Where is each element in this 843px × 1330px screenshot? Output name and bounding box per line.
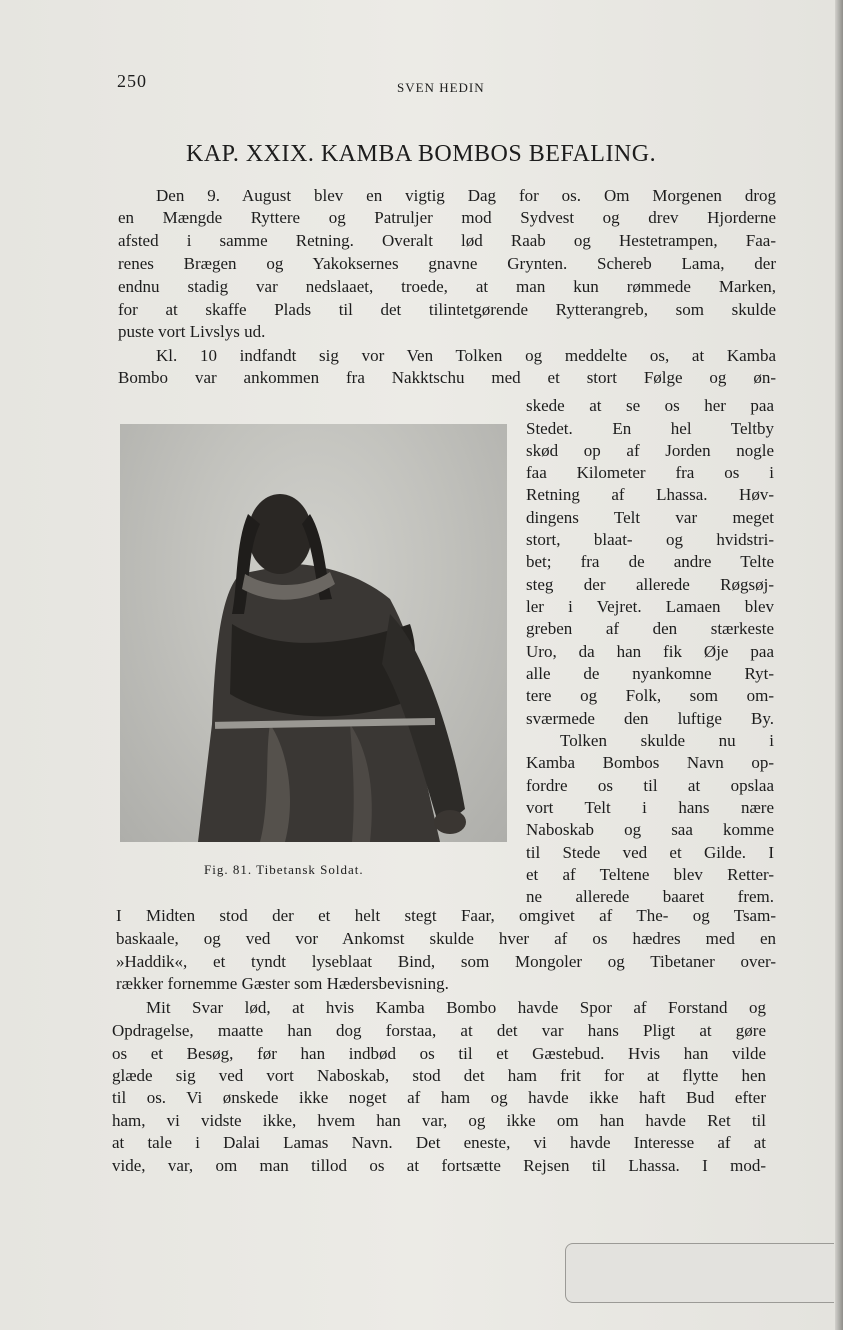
text-line: til os. Vi ønskede ikke noget af ham og havde ikke haft Bud efter [112, 1088, 766, 1107]
text-line: baskaale, og ved vor Ankomst skulde hver af os hædres med en [116, 929, 776, 948]
text-line: vide, var, om man tillod os at fortsætte Rejsen til Lhassa. I mod- [112, 1156, 766, 1175]
text-line: et af Teltene blev Retter- [526, 865, 774, 884]
soldier-figure-icon [120, 424, 507, 842]
running-head: SVEN HEDIN [397, 80, 485, 95]
page-tab-marker [565, 1243, 834, 1303]
text-line: I Midten stod der et helt stegt Faar, omgivet af The- og Tsam- [116, 906, 776, 925]
text-line: Stedet. En hel Teltby [526, 419, 774, 438]
text-line: Mit Svar lød, at hvis Kamba Bombo havde Spor af Forstand og [146, 998, 766, 1017]
text-line: glæde sig ved vort Naboskab, stod det ham frit for at flytte hen [112, 1066, 766, 1085]
text-line: puste vort Livslys ud. [118, 322, 266, 341]
text-line: vort Telt i hans nære [526, 798, 774, 817]
text-line: ne allerede baaret frem. [526, 887, 774, 906]
text-line: endnu stadig var nedslaaet, troede, at man kun rømmede Marken, [118, 277, 776, 296]
text-line: Kl. 10 indfandt sig vor Ven Tolken og meddelte os, at Kamba [156, 346, 776, 365]
page-number: 250 [117, 71, 147, 91]
text-line: renes Brægen og Yakoksernes gnavne Grynten. Schereb Lama, der [118, 254, 776, 273]
text-line: alle de nyankomne Ryt- [526, 664, 774, 683]
text-line: Kamba Bombos Navn op- [526, 753, 774, 772]
text-line: Naboskab og saa komme [526, 820, 774, 839]
text-line: Bombo var ankommen fra Nakktschu med et stort Følge og øn- [118, 368, 776, 387]
text-line: fordre os til at opslaa [526, 776, 774, 795]
text-line: sværmede den luftige By. [526, 709, 774, 728]
text-line: »Haddik«, et tyndt lyseblaat Bind, som Mongoler og Tibetaner over- [116, 952, 776, 971]
text-line: skød op af Jorden nogle [526, 441, 774, 460]
text-line: stort, blaat- og hvidstri- [526, 530, 774, 549]
page-edge [835, 0, 843, 1330]
text-line: bet; fra de andre Telte [526, 552, 774, 571]
text-line: rækker fornemme Gæster som Hædersbevisning. [116, 974, 449, 993]
text-line: ham, vi vidste ikke, hvem han var, og ikke om han havde Ret til [112, 1111, 766, 1130]
text-line: at tale i Dalai Lamas Navn. Det eneste, vi havde Interesse af at [112, 1133, 766, 1152]
text-line: for at skaffe Plads til det tilintetgørende Rytterangreb, som skulde [118, 300, 776, 319]
figure-caption: Fig. 81. Tibetansk Soldat. [204, 862, 364, 877]
chapter-title: KAP. XXIX. KAMBA BOMBOS BEFALING. [186, 141, 657, 167]
text-line: Retning af Lhassa. Høv- [526, 485, 774, 504]
text-line: ler i Vejret. Lamaen blev [526, 597, 774, 616]
text-line: os et Besøg, før han indbød os til et Gæstebud. Hvis han vilde [112, 1044, 766, 1063]
text-line: Den 9. August blev en vigtig Dag for os. Om Morgenen drog [156, 186, 776, 205]
tibetan-soldier-photo [120, 424, 507, 842]
text-line: Opdragelse, maatte han dog forstaa, at det var hans Pligt at gøre [112, 1021, 766, 1040]
text-line: til Stede ved et Gilde. I [526, 843, 774, 862]
text-line: en Mængde Ryttere og Patruljer mod Sydvest og drev Hjorderne [118, 208, 776, 227]
text-line: faa Kilometer fra os i [526, 463, 774, 482]
text-line: tere og Folk, som om- [526, 686, 774, 705]
text-line: skede at se os her paa [526, 396, 774, 415]
text-line: Tolken skulde nu i [560, 731, 774, 750]
text-line: afsted i samme Retning. Overalt lød Raab og Hestetrampen, Faa- [118, 231, 776, 250]
text-line: steg der allerede Røgsøj- [526, 575, 774, 594]
text-line: dingens Telt var meget [526, 508, 774, 527]
text-line: greben af den stærkeste [526, 619, 774, 638]
text-line: Uro, da han fik Øje paa [526, 642, 774, 661]
